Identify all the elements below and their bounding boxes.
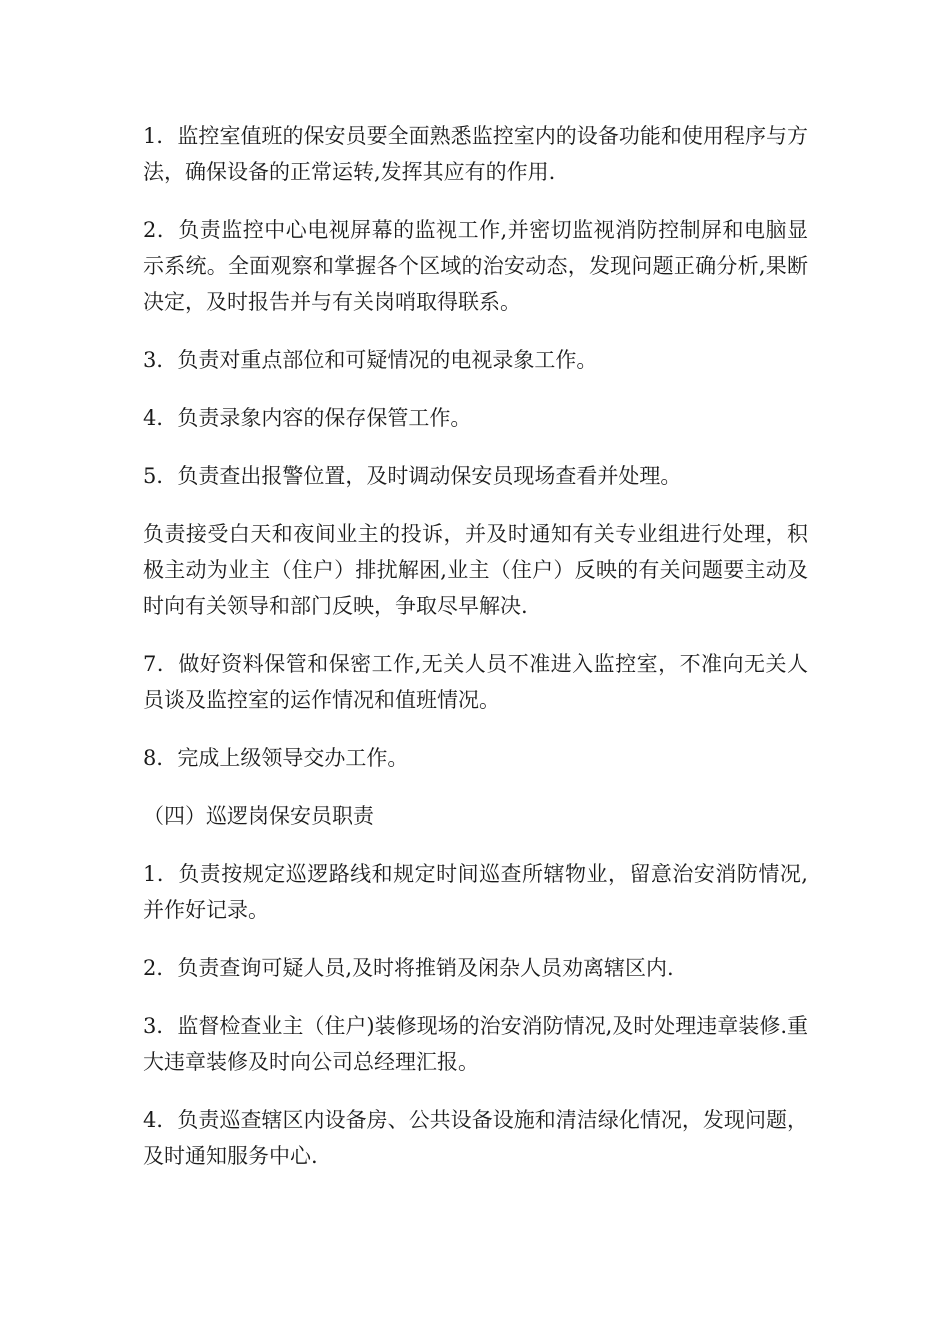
document-body <box>143 118 808 1196</box>
paragraph-monitor-2: 2．负责监控中心电视屏幕的监视工作,并密切监视消防控制屏和电脑显示系统。全面观察和掌握各个区域的治安动态，发现问题正确分析,果断决定，及时报告并与有关岗哨取得联系。 <box>143 218 808 314</box>
paragraph-patrol-2: 2．负责查询可疑人员,及时将推销及闲杂人员劝离辖区内. <box>143 956 674 980</box>
paragraph-monitor-4: 4．负责录象内容的保存保管工作。 <box>143 406 472 430</box>
paragraph-patrol-3: 3．监督检查业主（住户)装修现场的治安消防情况,及时处理违章装修.重大违章装修及时向公司总经理汇报。 <box>143 1014 808 1074</box>
paragraph-patrol-4: 4．负责巡查辖区内设备房、公共设备设施和清洁绿化情况，发现问题，及时通知服务中心. <box>143 1108 808 1168</box>
paragraph-monitor-6: 负责接受白天和夜间业主的投诉，并及时通知有关专业组进行处理，积极主动为业主（住户）排扰解困,业主（住户）反映的有关问题要主动及时向有关领导和部门反映，争取尽早解决. <box>143 522 808 618</box>
section-heading-patrol: （四）巡逻岗保安员职责 <box>143 804 374 828</box>
paragraph-monitor-5: 5．负责查出报警位置，及时调动保安员现场查看并处理。 <box>143 464 682 488</box>
paragraph-monitor-1: 1．监控室值班的保安员要全面熟悉监控室内的设备功能和使用程序与方法，确保设备的正常运转,发挥其应有的作用. <box>143 124 808 184</box>
paragraph-patrol-1: 1．负责按规定巡逻路线和规定时间巡查所辖物业，留意治安消防情况,并作好记录。 <box>143 862 808 922</box>
paragraph-monitor-8: 8．完成上级领导交办工作。 <box>143 746 409 770</box>
paragraph-monitor-7: 7．做好资料保管和保密工作,无关人员不准进入监控室，不准向无关人员谈及监控室的运作情况和值班情况。 <box>143 652 808 712</box>
paragraph-monitor-3: 3．负责对重点部位和可疑情况的电视录象工作。 <box>143 348 598 372</box>
